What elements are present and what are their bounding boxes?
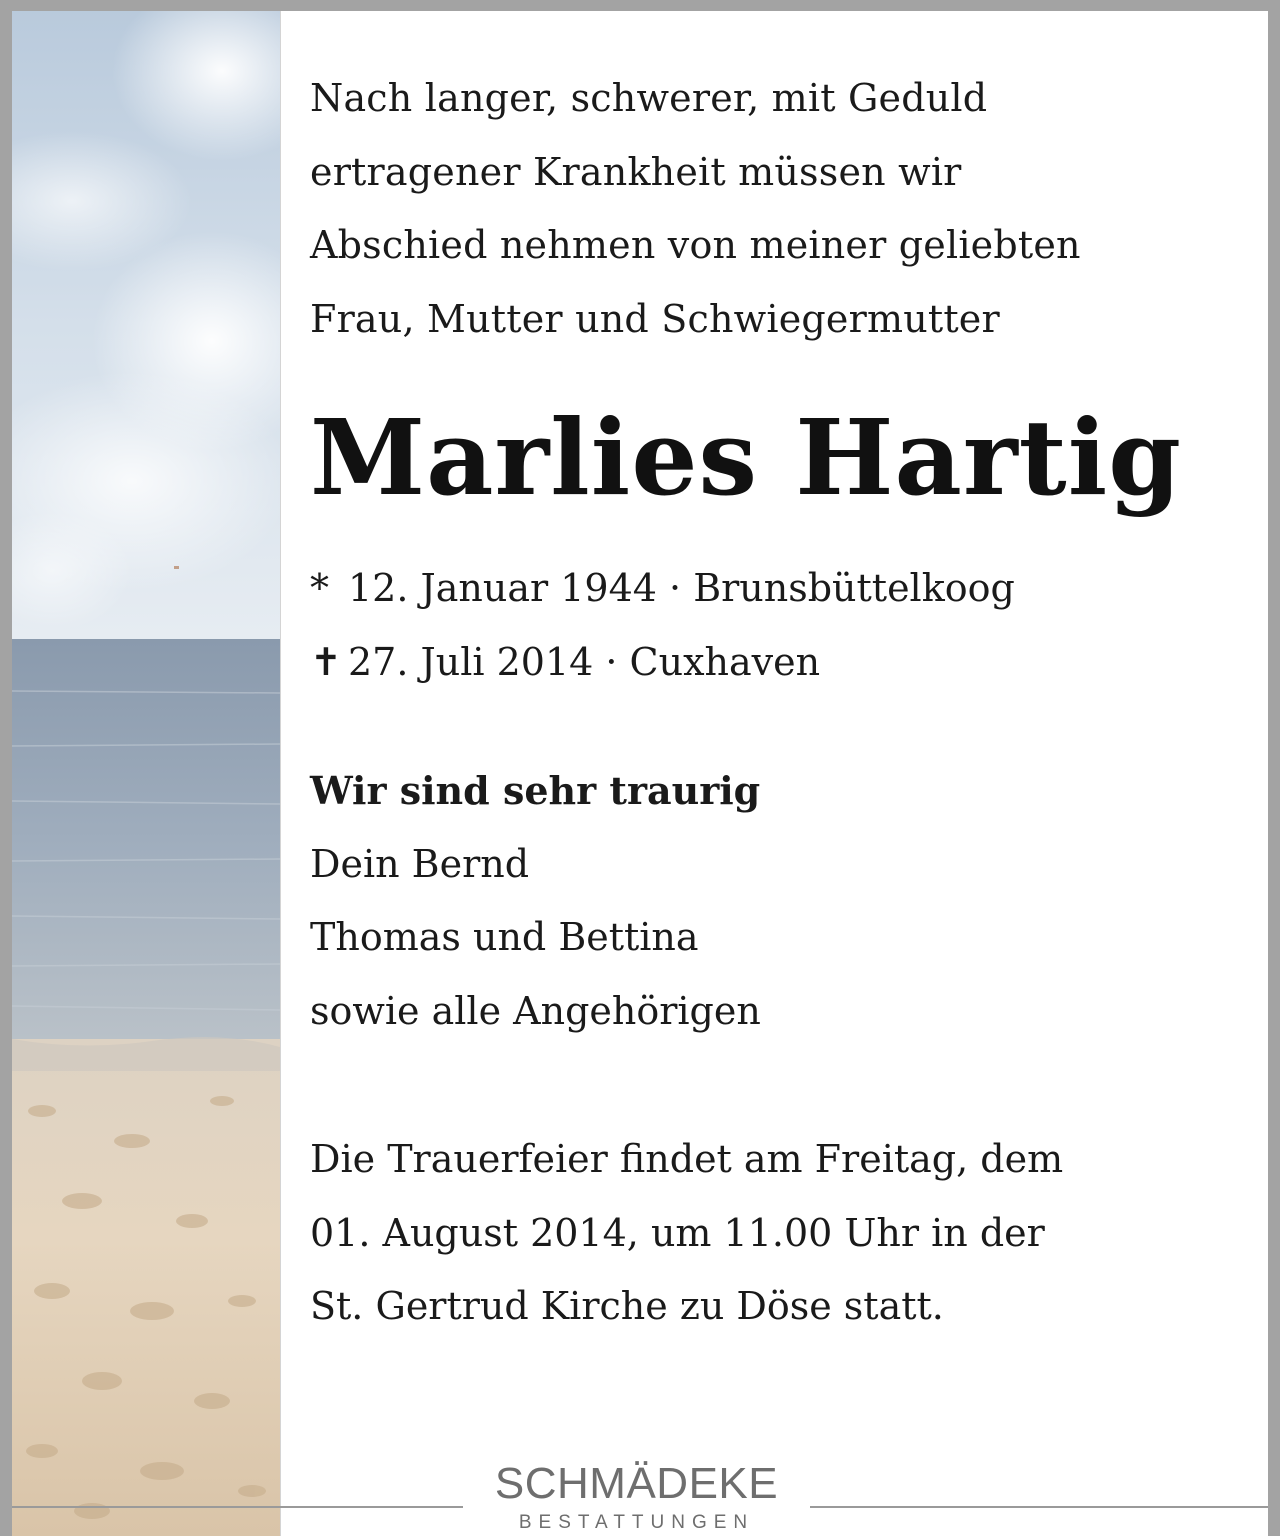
mourner-line: Dein Bernd xyxy=(310,841,530,886)
death-line xyxy=(310,626,1240,700)
intro-line: ertragener Krankheit müssen wir xyxy=(310,149,962,194)
service-line: 01. August 2014, um 11.00 Uhr in der xyxy=(310,1210,1045,1255)
intro-line: Abschied nehmen von meiner geliebten xyxy=(310,223,1081,267)
mourner-line: sowie alle Angehörigen xyxy=(310,988,761,1033)
notice-content xyxy=(310,62,1240,1344)
service-info xyxy=(310,1123,1240,1344)
logo-brand: SCHMÄDEKE xyxy=(494,1459,779,1508)
intro-line: Frau, Mutter und Schwiegermutter xyxy=(310,296,1000,341)
birth-star-icon: * xyxy=(310,566,329,610)
life-dates xyxy=(310,552,1240,699)
death-text: 27. Juli 2014 · Cuxhaven xyxy=(348,639,821,684)
photo-divider xyxy=(280,11,281,1536)
service-line: Die Trauerfeier findet am Freitag, dem xyxy=(310,1137,1064,1181)
intro-line: Nach langer, schwerer, mit Geduld xyxy=(310,76,988,120)
beach-photo xyxy=(12,11,280,1536)
logo-subtitle: BESTATTUNGEN xyxy=(518,1512,755,1533)
footer-rule-right xyxy=(810,1506,1268,1508)
cross-icon: ✝ xyxy=(310,639,342,684)
intro-text xyxy=(310,62,1240,356)
birth-text: 12. Januar 1944 · Brunsbüttelkoog xyxy=(348,566,1015,610)
mourners xyxy=(310,754,1240,1048)
footer-rule-left xyxy=(12,1506,463,1508)
deceased-name: Marlies Hartig xyxy=(310,396,1182,519)
birth-line xyxy=(310,552,1240,626)
service-line: St. Gertrud Kirche zu Döse statt. xyxy=(310,1284,944,1328)
undertaker-logo xyxy=(463,1460,810,1534)
mourners-lead: Wir sind sehr traurig xyxy=(310,768,761,813)
mourner-line: Thomas und Bettina xyxy=(310,915,699,959)
